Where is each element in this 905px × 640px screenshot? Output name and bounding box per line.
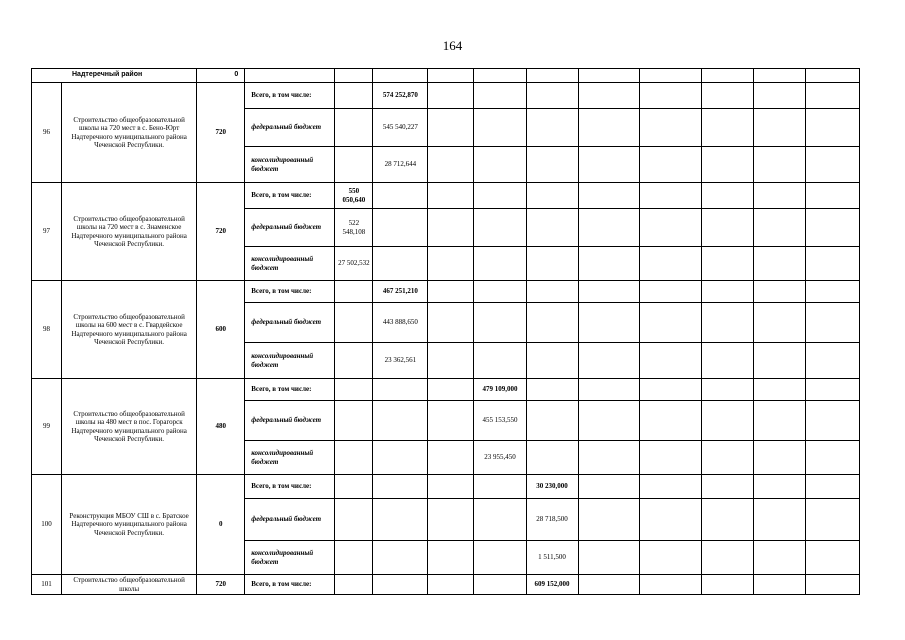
project-capacity: 600: [197, 281, 245, 379]
empty-cell: [428, 441, 474, 475]
empty-cell: [335, 303, 373, 343]
value-consolidated: 23 955,450: [474, 441, 526, 475]
empty-cell: [805, 109, 859, 147]
value-federal: 28 718,500: [526, 499, 578, 541]
empty-cell: [578, 575, 639, 595]
empty-cell: [639, 499, 701, 541]
project-name: Строительство общеобразовательной школы на 720 мест в с. Бено-Юрт Надтеречного муниципального района Чеченской Республики.: [62, 83, 197, 183]
page-number: 164: [442, 38, 463, 53]
empty-cell: [474, 147, 526, 183]
empty-cell: [805, 343, 859, 379]
empty-cell: [578, 379, 639, 401]
empty-cell: [701, 109, 753, 147]
empty-cell: [578, 441, 639, 475]
empty-cell: [805, 83, 859, 109]
project-row-total: [32, 575, 860, 595]
empty-cell: [578, 499, 639, 541]
label-federal: федеральный бюджет: [245, 401, 335, 441]
project-name: Строительство общеобразовательной школы на 720 мест в с. Знаменское Надтеречного муниципального района Чеченской Республики.: [62, 183, 197, 281]
empty-cell: [578, 343, 639, 379]
project-number: 97: [32, 183, 62, 281]
label-federal: федеральный бюджет: [245, 209, 335, 247]
empty-cell: [805, 499, 859, 541]
project-name: Строительство общеобразовательной школы на 480 мест в пос. Горагорск Надтеречного муниципального района Чеченской Республики.: [62, 379, 197, 475]
empty-cell: [474, 303, 526, 343]
value-federal: 522 548,108: [335, 209, 373, 247]
empty-cell: [428, 343, 474, 379]
project-row-total: [32, 281, 860, 303]
empty-cell: [805, 575, 859, 595]
empty-cell: [578, 247, 639, 281]
empty-cell: [753, 441, 805, 475]
project-number: 101: [32, 575, 62, 595]
label-total: Всего, в том числе:: [245, 575, 335, 595]
empty-cell: [526, 109, 578, 147]
empty-cell: [428, 303, 474, 343]
empty-cell: [639, 343, 701, 379]
empty-cell: [428, 147, 474, 183]
empty-cell: [639, 575, 701, 595]
empty-cell: [335, 541, 373, 575]
project-capacity: 720: [197, 83, 245, 183]
value-federal: 455 153,550: [474, 401, 526, 441]
empty-cell: [639, 379, 701, 401]
empty-cell: [805, 379, 859, 401]
empty-cell: [526, 343, 578, 379]
empty-cell: [578, 209, 639, 247]
value-total: 467 251,210: [373, 281, 428, 303]
empty-cell: [428, 209, 474, 247]
empty-cell: [753, 281, 805, 303]
empty-cell: [701, 303, 753, 343]
project-row-total: [32, 183, 860, 209]
empty-cell: [335, 499, 373, 541]
label-total: Всего, в том числе:: [245, 281, 335, 303]
empty-cell: [373, 575, 428, 595]
empty-cell: [701, 541, 753, 575]
value-total: 479 109,000: [474, 379, 526, 401]
empty-cell: [753, 209, 805, 247]
empty-cell: [526, 147, 578, 183]
empty-cell: [335, 109, 373, 147]
empty-cell: [335, 575, 373, 595]
empty-cell: [805, 441, 859, 475]
empty-cell: [578, 401, 639, 441]
empty-cell: [373, 499, 428, 541]
empty-cell: [474, 499, 526, 541]
empty-cell: [805, 281, 859, 303]
empty-cell: [335, 401, 373, 441]
empty-cell: [578, 147, 639, 183]
empty-cell: [373, 379, 428, 401]
empty-cell: [428, 475, 474, 499]
empty-cell: [474, 109, 526, 147]
project-name: Строительство общеобразовательной школы на 600 мест в с. Гвардейское Надтеречного муниципального района Чеченской Республики.: [62, 281, 197, 379]
empty-cell: [753, 575, 805, 595]
empty-cell: [474, 247, 526, 281]
empty-cell: [428, 109, 474, 147]
empty-cell: [428, 247, 474, 281]
project-capacity: 480: [197, 379, 245, 475]
empty-cell: [373, 475, 428, 499]
empty-cell: [474, 209, 526, 247]
empty-cell: [474, 183, 526, 209]
empty-cell: [578, 475, 639, 499]
value-total: 609 152,000: [526, 575, 578, 595]
empty-cell: [428, 83, 474, 109]
project-capacity: 720: [197, 575, 245, 595]
empty-cell: [526, 303, 578, 343]
project-capacity: 0: [197, 475, 245, 575]
empty-cell: [639, 441, 701, 475]
empty-cell: [526, 281, 578, 303]
project-number: 99: [32, 379, 62, 475]
empty-cell: [526, 379, 578, 401]
value-total: 30 230,000: [526, 475, 578, 499]
empty-cell: [701, 401, 753, 441]
empty-cell: [526, 209, 578, 247]
value-consolidated: 28 712,644: [373, 147, 428, 183]
value-federal: 545 540,227: [373, 109, 428, 147]
district-row: [32, 69, 860, 83]
empty-cell: [805, 401, 859, 441]
empty-cell: [526, 441, 578, 475]
label-total: Всего, в том числе:: [245, 83, 335, 109]
empty-cell: [428, 401, 474, 441]
empty-cell: [474, 575, 526, 595]
empty-cell: [639, 401, 701, 441]
empty-cell: [805, 209, 859, 247]
project-row-total: [32, 83, 860, 109]
empty-cell: [526, 401, 578, 441]
label-federal: федеральный бюджет: [245, 499, 335, 541]
empty-cell: [335, 441, 373, 475]
empty-cell: [701, 575, 753, 595]
empty-cell: [639, 109, 701, 147]
district-name: Надтеречный район: [32, 69, 197, 83]
value-consolidated: 27 502,532: [335, 247, 373, 281]
empty-cell: [373, 183, 428, 209]
empty-cell: [578, 183, 639, 209]
empty-cell: [474, 281, 526, 303]
empty-cell: [428, 281, 474, 303]
empty-cell: [701, 147, 753, 183]
value-consolidated: 23 362,561: [373, 343, 428, 379]
value-federal: 443 888,650: [373, 303, 428, 343]
empty-cell: [753, 183, 805, 209]
empty-cell: [526, 83, 578, 109]
label-total: Всего, в том числе:: [245, 183, 335, 209]
project-number: 96: [32, 83, 62, 183]
investment-table: [31, 68, 860, 595]
project-name: Реконструкция МБОУ СШ в с. Братское Надтеречного муниципального района Чеченской Республики.: [62, 475, 197, 575]
empty-cell: [753, 379, 805, 401]
empty-cell: [578, 303, 639, 343]
empty-cell: [639, 281, 701, 303]
empty-cell: [639, 303, 701, 343]
value-consolidated: 1 511,500: [526, 541, 578, 575]
empty-cell: [701, 247, 753, 281]
empty-cell: [701, 209, 753, 247]
empty-cell: [753, 147, 805, 183]
empty-cell: [428, 183, 474, 209]
project-name: Строительство общеобразовательной школы: [62, 575, 197, 595]
empty-cell: [639, 541, 701, 575]
project-number: 98: [32, 281, 62, 379]
label-total: Всего, в том числе:: [245, 379, 335, 401]
empty-cell: [753, 541, 805, 575]
empty-cell: [578, 541, 639, 575]
district-capacity: 0: [197, 69, 245, 83]
empty-cell: [639, 247, 701, 281]
empty-cell: [474, 83, 526, 109]
empty-cell: [373, 441, 428, 475]
empty-cell: [701, 281, 753, 303]
empty-cell: [373, 541, 428, 575]
empty-cell: [578, 109, 639, 147]
empty-cell: [701, 183, 753, 209]
empty-cell: [805, 541, 859, 575]
empty-cell: [753, 401, 805, 441]
empty-cell: [474, 541, 526, 575]
value-total: 550 050,640: [335, 183, 373, 209]
empty-cell: [805, 183, 859, 209]
empty-cell: [805, 475, 859, 499]
empty-cell: [639, 147, 701, 183]
empty-cell: [335, 343, 373, 379]
empty-cell: [578, 281, 639, 303]
project-number: 100: [32, 475, 62, 575]
empty-cell: [701, 441, 753, 475]
empty-cell: [805, 303, 859, 343]
empty-cell: [428, 379, 474, 401]
label-federal: федеральный бюджет: [245, 303, 335, 343]
empty-cell: [701, 475, 753, 499]
empty-cell: [701, 83, 753, 109]
empty-cell: [428, 499, 474, 541]
project-row-total: [32, 475, 860, 499]
label-consolidated: консолидированный бюджет: [245, 147, 335, 183]
empty-cell: [373, 247, 428, 281]
empty-cell: [805, 147, 859, 183]
label-consolidated: консолидированный бюджет: [245, 441, 335, 475]
label-total: Всего, в том числе:: [245, 475, 335, 499]
empty-cell: [428, 541, 474, 575]
project-row-total: [32, 379, 860, 401]
empty-cell: [474, 475, 526, 499]
empty-cell: [474, 343, 526, 379]
empty-cell: [701, 343, 753, 379]
empty-cell: [428, 575, 474, 595]
empty-cell: [639, 475, 701, 499]
empty-cell: [373, 401, 428, 441]
empty-cell: [373, 209, 428, 247]
empty-cell: [335, 83, 373, 109]
empty-cell: [335, 475, 373, 499]
empty-cell: [526, 247, 578, 281]
project-capacity: 720: [197, 183, 245, 281]
label-consolidated: консолидированный бюджет: [245, 247, 335, 281]
empty-cell: [335, 281, 373, 303]
label-federal: федеральный бюджет: [245, 109, 335, 147]
value-total: 574 252,870: [373, 83, 428, 109]
empty-cell: [639, 209, 701, 247]
empty-cell: [701, 499, 753, 541]
label-consolidated: консолидированный бюджет: [245, 343, 335, 379]
empty-cell: [701, 379, 753, 401]
empty-cell: [753, 499, 805, 541]
empty-cell: [805, 247, 859, 281]
empty-cell: [753, 343, 805, 379]
empty-cell: [753, 303, 805, 343]
label-consolidated: консолидированный бюджет: [245, 541, 335, 575]
empty-cell: [639, 83, 701, 109]
empty-cell: [753, 109, 805, 147]
empty-cell: [753, 83, 805, 109]
empty-cell: [753, 247, 805, 281]
empty-cell: [526, 183, 578, 209]
empty-cell: [753, 475, 805, 499]
empty-cell: [578, 83, 639, 109]
empty-cell: [335, 147, 373, 183]
empty-cell: [335, 379, 373, 401]
empty-cell: [639, 183, 701, 209]
